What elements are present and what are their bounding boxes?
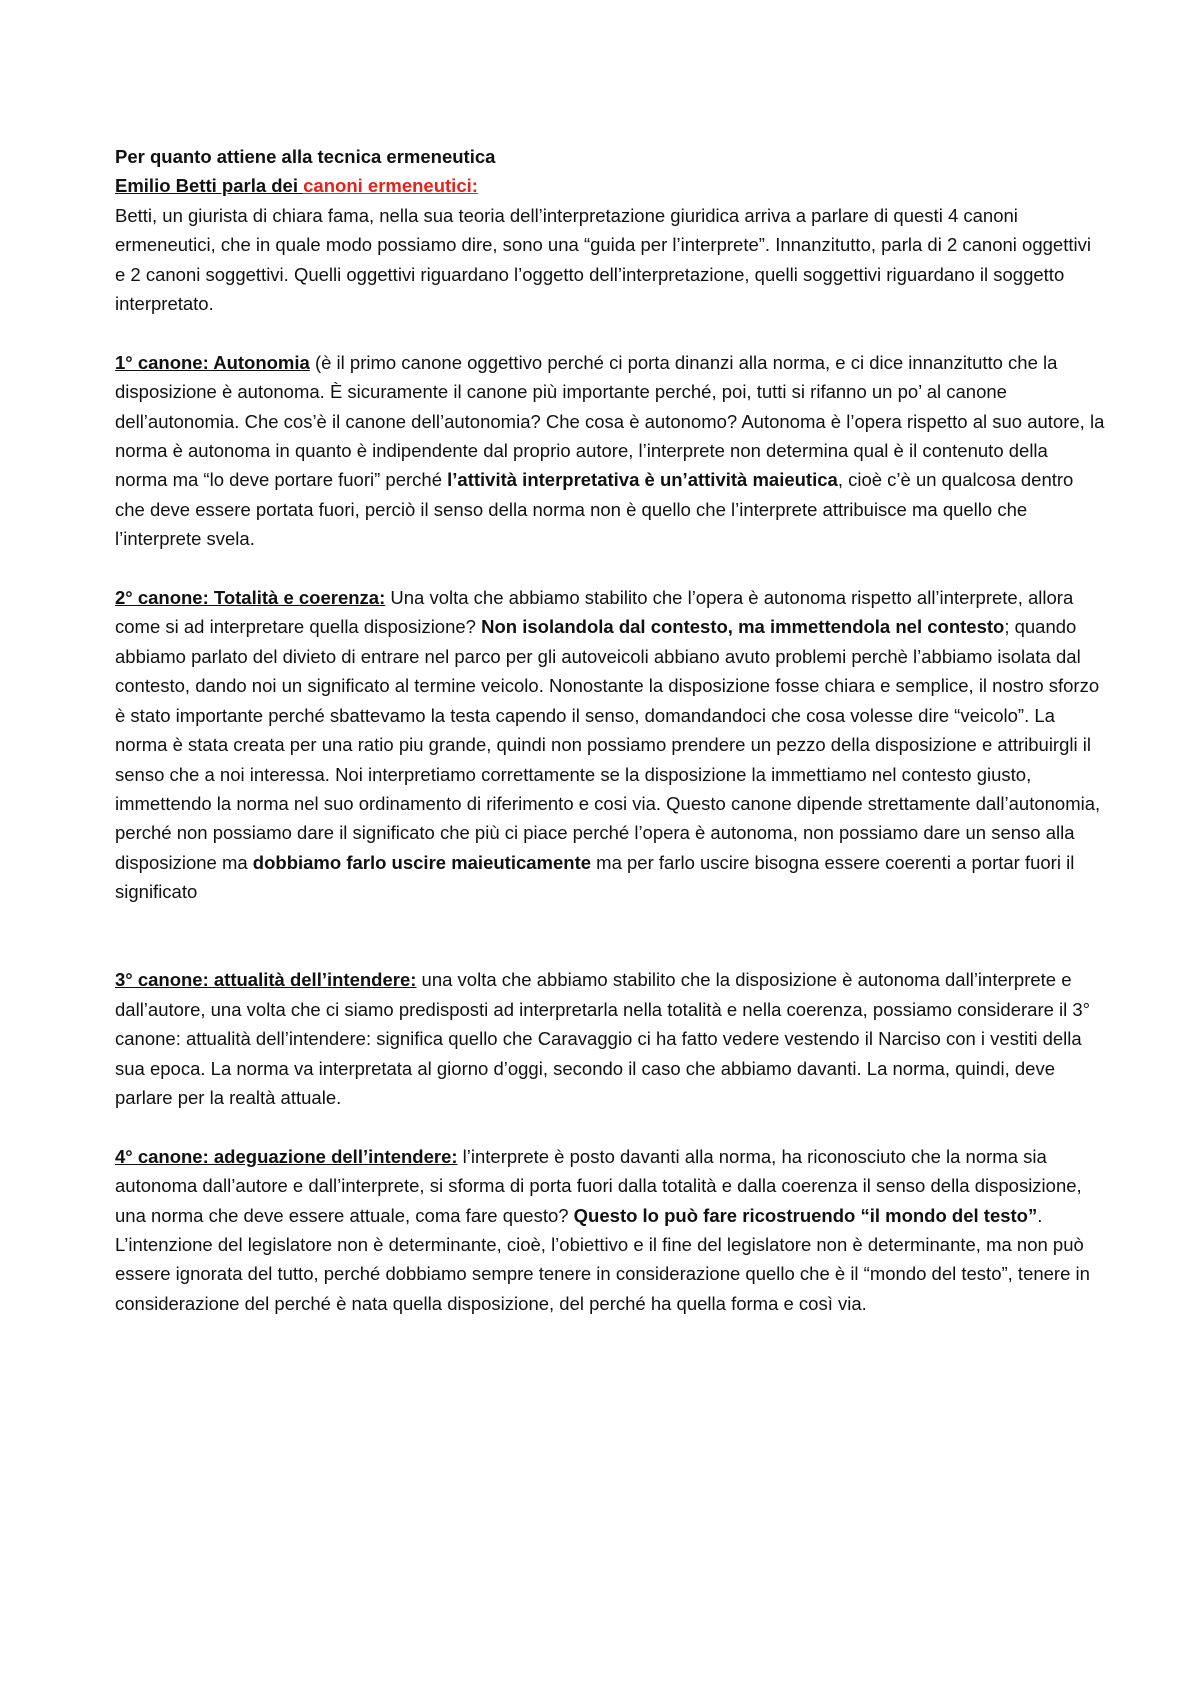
canon-2-bold-a: Non isolandola dal contesto, ma immettendola nel contesto	[481, 616, 1005, 638]
canon-4-paragraph: 4° canone: adeguazione dell’intendere: l’interprete è posto davanti alla norma, ha riconosciuto che la norma sia autonoma dall’autore e dall’interprete, si sforma di porta fuori dalla totalità e dalla coerenza il senso della disposizione, una norma che deve essere attuale, coma fare questo? Questo lo può fare ricostruendo “il mondo del testo”. L’intenzione del legislatore non è determinante, cioè, l’obiettivo e il fine del legislatore non è determinante, ma non può essere ignorata del tutto, perché dobbiamo sempre tenere in considerazione quello che è il “mondo del testo”, tenere in considerazione del perché è nata quella disposizione, del perché ha quella forma e così via.	[115, 1145, 1090, 1314]
canon-2-heading: 2° canone: Totalità e coerenza:	[115, 587, 386, 609]
canon-2-paragraph: 2° canone: Totalità e coerenza: Una volta che abbiamo stabilito che l’opera è autonoma rispetto all’interprete, allora come si ad interpretare quella disposizione? Non isolandola dal contesto, ma immettendola nel contesto; quando abbiamo parlato del divieto di entrare nel parco per gli autoveicoli abbiano avuto problemi perchè l’abbiamo isolata dal contesto, dando noi un significato al termine veicolo. Nonostante la disposizione fosse chiara e semplice, il nostro sforzo è stato importante perché sbattevamo la testa capendo il senso, domandandoci che cosa volesse dire “veicolo”. La norma è stata creata per una ratio piu grande, quindi non possiamo prendere un pezzo della disposizione e attribuirgli il senso che a noi interessa. Noi interpretiamo correttamente se la disposizione la immettiamo nel contesto giusto, immettendo la norma nel suo ordinamento di riferimento e cosi via. Questo canone dipende strettamente dall’autonomia, perché non possiamo dare il significato che più ci piace perché l’opera è autonoma, non possiamo dare un senso alla disposizione ma dobbiamo farlo uscire maieuticamente ma per farlo uscire bisogna essere coerenti a portar fuori il significato	[115, 587, 1101, 903]
canon-2-bold-b: dobbiamo farlo uscire maieuticamente	[252, 851, 592, 873]
spacer	[115, 554, 1105, 583]
document-subtitle	[115, 171, 1105, 200]
subtitle-highlight: canoni ermeneutici:	[303, 175, 478, 197]
spacer	[115, 318, 1105, 347]
intro-paragraph: Betti, un giurista di chiara fama, nella sua teoria dell’interpretazione giuridica arriva a parlare di questi 4 canoni ermeneutici, che in quale modo possiamo dire, sono una “guida per l’interprete”. Innanzitutto, parla di 2 canoni oggettivi e 2 canoni soggettivi. Quelli oggettivi riguardano l’oggetto dell’interpretazione, quelli soggettivi riguardano il soggetto interpretato.	[115, 204, 1091, 315]
subtitle-lead: Emilio Betti parla dei	[115, 175, 304, 197]
canon-1-heading: 1° canone: Autonomia	[115, 351, 310, 373]
document-title: Per quanto attiene alla tecnica ermeneutica	[115, 146, 496, 167]
canon-3-heading: 3° canone: attualità dell’intendere:	[115, 969, 417, 991]
canon-4-bold: Questo lo può fare ricostruendo “il mondo del testo”	[573, 1204, 1038, 1226]
canon-1-bold: l’attività interpretativa è un’attività maieutica	[447, 469, 838, 491]
spacer	[115, 1112, 1105, 1141]
canon-3-paragraph: 3° canone: attualità dell’intendere: una volta che abbiamo stabilito che la disposizione è autonoma dall’interprete e dall’autore, una volta che ci siamo predisposti ad interpretarla nella totalità e nella coerenza, possiamo considerare il 3° canone: attualità dell’intendere: significa quello che Caravaggio ci ha fatto vedere vestendo il Narciso con i vestiti della sua epoca. La norma va interpretata al giorno d’oggi, secondo il caso che abbiamo davanti. La norma, quindi, deve parlare per la realtà attuale.	[115, 969, 1091, 1108]
canon-4-heading: 4° canone: adeguazione dell’intendere:	[115, 1145, 458, 1167]
canon-1-paragraph: 1° canone: Autonomia (è il primo canone oggettivo perché ci porta dinanzi alla norma, e ci dice innanzitutto che la disposizione è autonoma. È sicuramente il canone più importante perché, poi, tutti si rifanno un po’ al canone dell’autonomia. Che cos’è il canone dell’autonomia? Che cosa è autonomo? Autonoma è l’opera rispetto al suo autore, la norma è autonoma in quanto è indipendente dal proprio autore, l’interprete non determina qual è il contenuto della norma ma “lo deve portare fuori” perché l’attività interpretativa è un’attività maieutica, cioè c’è un qualcosa dentro che deve essere portata fuori, perciò il senso della norma non è quello che l’interprete attribuisce ma quello che l’interprete svela.	[115, 351, 1105, 550]
spacer	[115, 907, 1105, 966]
document-page	[115, 142, 1105, 1318]
